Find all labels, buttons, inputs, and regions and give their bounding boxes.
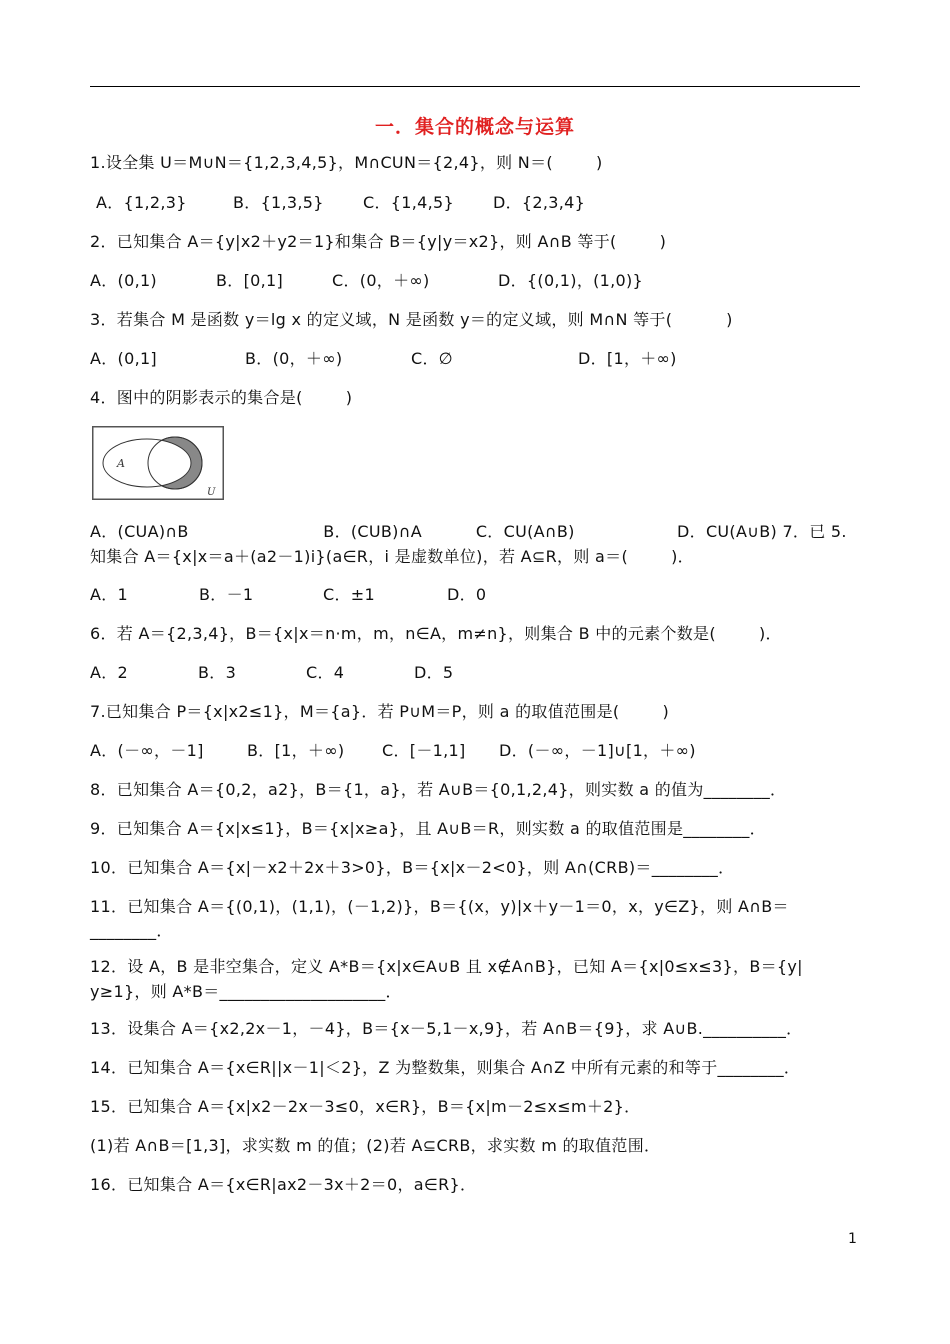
venn-diagram bbox=[92, 426, 224, 500]
question-15-parts: (1)若 A∩B＝[1,3]，求实数 m 的值；(2)若 A⊆CRB，求实数 m 的取值范围． bbox=[90, 1136, 661, 1155]
header-rule bbox=[90, 86, 860, 87]
q1-option-d: D．{2,3,4} bbox=[493, 193, 586, 212]
q1-option-c: C．{1,4,5} bbox=[363, 193, 454, 212]
question-2: 2．已知集合 A＝{y|x2＋y2＝1}和集合 B＝{y|y＝x2}，则 A∩B 等于( ) bbox=[90, 232, 667, 251]
question-7: 7.已知集合 P＝{x|x2≤1}，M＝{a}．若 P∪M＝P，则 a 的取值范围是( ) bbox=[90, 702, 670, 721]
q2-option-c: C．(0，＋∞) bbox=[332, 271, 430, 290]
q6-option-b: B．3 bbox=[198, 663, 237, 682]
q7-option-c: C．[－1,1] bbox=[382, 741, 466, 760]
q7-option-b: B．[1，＋∞) bbox=[247, 741, 345, 760]
question-16: 16．已知集合 A＝{x∈R|ax2－3x＋2＝0，a∈R}． bbox=[90, 1175, 477, 1194]
venn-label-a: A bbox=[117, 457, 125, 470]
question-11: 11．已知集合 A＝{(0,1)，(1,1)，(－1,2)}，B＝{(x，y)|x＋y－1＝0，x，y∈Z}，则 A∩B＝ bbox=[90, 897, 789, 916]
question-1: 1.设全集 U＝M∪N＝{1,2,3,4,5}，M∩CUN＝{2,4}，则 N＝( ) bbox=[90, 153, 603, 172]
question-10: 10．已知集合 A＝{x|－x2＋2x＋3>0}，B＝{x|x－2<0}，则 A∩(CRB)＝________． bbox=[90, 858, 735, 877]
question-13: 13．设集合 A＝{x2,2x－1，－4}，B＝{x－5,1－x,9}，若 A∩B＝{9}，求 A∪B.__________． bbox=[90, 1019, 803, 1038]
q3-option-b: B．(0，＋∞) bbox=[245, 349, 343, 368]
question-9: 9．已知集合 A＝{x|x≤1}，B＝{x|x≥a}，且 A∪B＝R，则实数 a 的取值范围是________． bbox=[90, 819, 766, 838]
q7-option-d: D．(－∞，－1]∪[1，＋∞) bbox=[499, 741, 696, 760]
page-title: 一．集合的概念与运算 bbox=[374, 116, 575, 138]
q6-option-d: D．5 bbox=[414, 663, 454, 682]
q5-option-b: B．－1 bbox=[199, 585, 254, 604]
q4-options-line: A．(CUA)∩B B．(CUB)∩A C．CU(A∩B) D．CU(A∪B) 7．已 5. bbox=[90, 522, 847, 541]
question-11-blank: ________． bbox=[90, 921, 173, 940]
q6-option-c: C．4 bbox=[306, 663, 345, 682]
q5-option-d: D．0 bbox=[447, 585, 487, 604]
q5-option-a: A．1 bbox=[90, 585, 129, 604]
question-3: 3．若集合 M 是函数 y＝lg x 的定义域，N 是函数 y＝的定义域，则 M∩N 等于( ) bbox=[90, 310, 733, 329]
q3-option-a: A．(0,1] bbox=[90, 349, 157, 368]
q2-option-d: D．{(0,1)，(1,0)} bbox=[498, 271, 644, 290]
q1-option-a: A．{1,2,3} bbox=[96, 193, 187, 212]
q6-option-a: A．2 bbox=[90, 663, 129, 682]
question-12-cont: y≥1}，则 A*B＝____________________． bbox=[90, 982, 402, 1001]
question-5: 知集合 A＝{x|x＝a＋(a2－1)i}(a∈R，i 是虚数单位)，若 A⊆R，则 a＝( )． bbox=[90, 547, 694, 566]
q3-option-d: D．[1，＋∞) bbox=[578, 349, 677, 368]
q5-option-c: C．±1 bbox=[323, 585, 375, 604]
page-number: 1 bbox=[848, 1231, 857, 1247]
q7-option-a: A．(－∞，－1] bbox=[90, 741, 204, 760]
question-8: 8．已知集合 A＝{0,2，a2}，B＝{1，a}，若 A∪B＝{0,1,2,4}，则实数 a 的值为________． bbox=[90, 780, 787, 799]
question-15: 15．已知集合 A＝{x|x2－2x－3≤0，x∈R}，B＝{x|m－2≤x≤m＋2}． bbox=[90, 1097, 641, 1116]
q3-option-c: C．∅ bbox=[411, 349, 454, 368]
question-14: 14．已知集合 A＝{x∈R||x－1|＜2}，Z 为整数集，则集合 A∩Z 中所有元素的和等于________． bbox=[90, 1058, 801, 1077]
question-6: 6．若 A＝{2,3,4}，B＝{x|x＝n·m，m，n∈A，m≠n}，则集合 B 中的元素个数是( )． bbox=[90, 624, 782, 643]
q1-option-b: B．{1,3,5} bbox=[233, 193, 324, 212]
question-4: 4．图中的阴影表示的集合是( ) bbox=[90, 388, 353, 407]
venn-label-b: B bbox=[180, 455, 189, 468]
venn-label-u: U bbox=[207, 487, 216, 498]
question-12: 12．设 A，B 是非空集合，定义 A*B＝{x|x∈A∪B 且 x∉A∩B}，已知 A＝{x|0≤x≤3}，B＝{y| bbox=[90, 957, 803, 976]
q2-option-a: A．(0,1) bbox=[90, 271, 157, 290]
q2-option-b: B．[0,1] bbox=[216, 271, 284, 290]
